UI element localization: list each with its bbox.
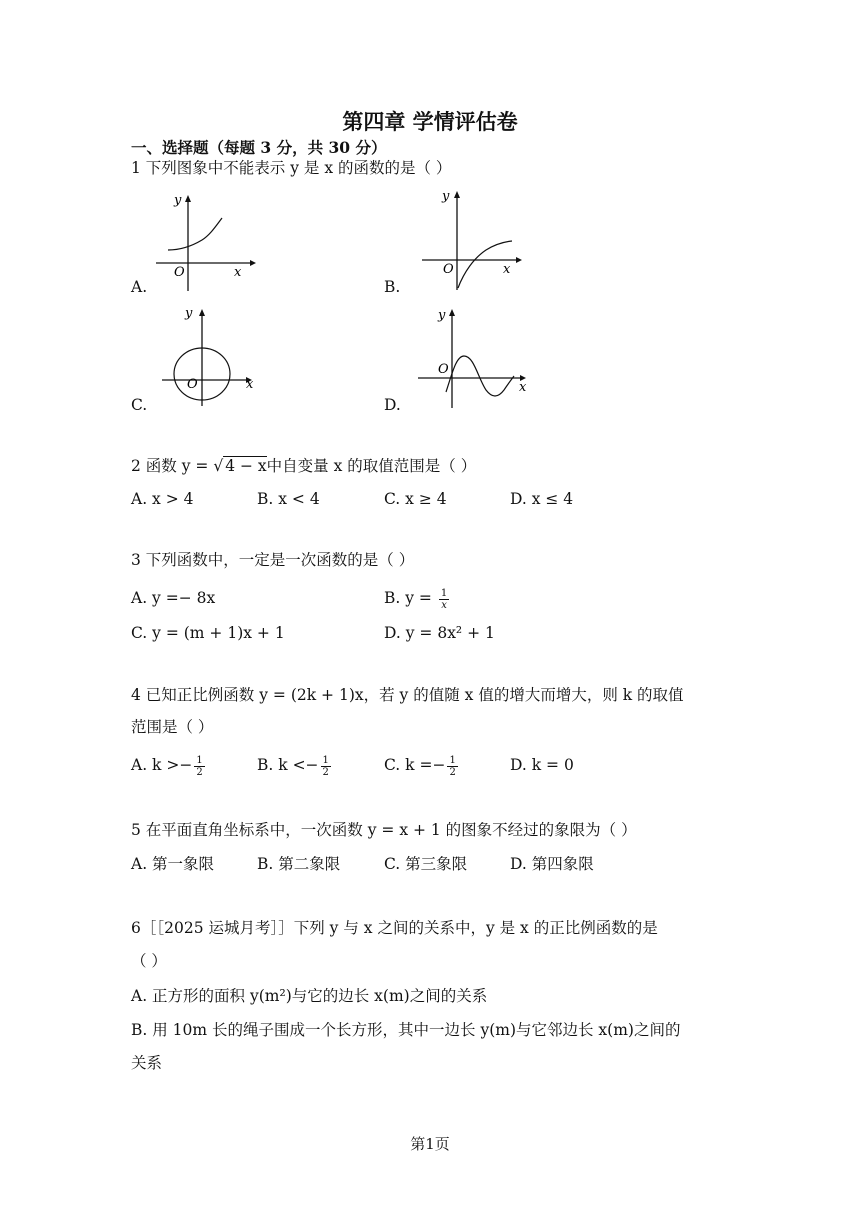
fraction-numerator: 1 xyxy=(440,587,448,599)
option-5b: B. 第二象限 xyxy=(257,855,341,873)
y-axis-arrow-icon xyxy=(449,309,455,316)
option-4b xyxy=(257,754,333,778)
graph-d-curve xyxy=(446,356,514,396)
option-2d: D. x ≤ 4 xyxy=(510,490,574,508)
question-3-stem: 3 下列函数中，一定是一次函数的是（ ） xyxy=(131,551,415,569)
option-3d: D. y = 8x² + 1 xyxy=(384,624,495,642)
question-1-stem: 1 下列图象中不能表示 y 是 x 的函数的是（ ） xyxy=(131,159,452,177)
option-2c: C. x ≥ 4 xyxy=(384,490,447,508)
graph-b xyxy=(418,184,528,294)
question-4-line1: 4 已知正比例函数 y = (2k + 1)x，若 y 的值随 x 值的增大而增大，则 k 的取值 xyxy=(131,686,684,704)
y-axis-label: y xyxy=(442,189,450,204)
option-4d: D. k = 0 xyxy=(510,756,574,774)
x-axis-label: x xyxy=(234,265,242,280)
option-5c: C. 第三象限 xyxy=(384,855,468,873)
option-2b: B. x < 4 xyxy=(257,490,320,508)
option-5a: A. 第一象限 xyxy=(131,855,215,873)
option-3b xyxy=(384,587,451,611)
y-axis-arrow-icon xyxy=(454,191,460,198)
fraction-numerator: 1 xyxy=(449,754,456,766)
question-4-line2: 范围是（ ） xyxy=(131,718,214,736)
option-4c xyxy=(384,754,460,778)
option-4b-pre: B. k <− xyxy=(257,756,319,774)
sqrt-sign: √ xyxy=(213,457,224,475)
fraction xyxy=(194,755,204,778)
y-axis-label: y xyxy=(174,193,182,208)
fraction-numerator: 1 xyxy=(196,754,203,766)
option-5d: D. 第四象限 xyxy=(510,855,594,873)
option-3c: C. y = (m + 1)x + 1 xyxy=(131,624,285,642)
option-4c-pre: C. k =− xyxy=(384,756,446,774)
x-axis-arrow-icon xyxy=(516,257,522,263)
x-axis-label: x xyxy=(519,380,527,395)
fraction-denominator: x xyxy=(441,599,447,611)
question-5-stem: 5 在平面直角坐标系中，一次函数 y = x + 1 的图象不经过的象限为（ ） xyxy=(131,821,637,839)
option-4a-pre: A. k >− xyxy=(131,756,193,774)
q2-stem-pre: 2 函数 y = xyxy=(131,457,214,475)
origin-label: O xyxy=(443,262,454,277)
y-axis-label: y xyxy=(438,308,446,323)
graph-c xyxy=(160,302,270,410)
option-1c: C. xyxy=(131,396,148,414)
option-2a: A. x > 4 xyxy=(131,490,194,508)
fraction xyxy=(447,755,457,778)
option-6b-line2: 关系 xyxy=(131,1054,163,1072)
option-6a: A. 正方形的面积 y(m²)与它的边长 x(m)之间的关系 xyxy=(131,987,488,1005)
option-6b-line1: B. 用 10m 长的绳子围成一个长方形，其中一边长 y(m)与它邻边长 x(m)之间的 xyxy=(131,1021,681,1039)
page-number: 第1页 xyxy=(410,1135,450,1153)
page-title: 第四章 学情评估卷 xyxy=(342,109,518,134)
graph-d xyxy=(416,302,534,412)
y-axis-label: y xyxy=(185,306,193,321)
origin-label: O xyxy=(187,377,198,392)
q2-radicand: 4 − x xyxy=(225,457,267,475)
y-axis-arrow-icon xyxy=(185,195,191,202)
q2-stem-post: 中自变量 x 的取值范围是（ ） xyxy=(266,457,477,475)
fraction xyxy=(439,588,449,611)
origin-label: O xyxy=(438,362,449,377)
fraction-denominator: 2 xyxy=(449,766,456,778)
fraction-denominator: 2 xyxy=(196,766,203,778)
option-3a: A. y =− 8x xyxy=(131,589,216,607)
option-1a: A. xyxy=(131,278,148,296)
question-2-stem xyxy=(131,455,476,477)
graph-a-curve xyxy=(168,218,222,250)
option-4a xyxy=(131,754,207,778)
option-3b-pre: B. y = xyxy=(384,589,437,607)
section-heading: 一、选择题（每题 3 分，共 30 分） xyxy=(131,138,387,157)
graph-a xyxy=(150,188,260,293)
question-6-line2: （ ） xyxy=(131,952,167,970)
x-axis-label: x xyxy=(246,377,254,392)
x-axis-arrow-icon xyxy=(250,260,256,266)
option-1d: D. xyxy=(384,396,401,414)
fraction-denominator: 2 xyxy=(322,766,329,778)
option-1b: B. xyxy=(384,278,401,296)
fraction xyxy=(321,755,331,778)
origin-label: O xyxy=(174,265,185,280)
fraction-numerator: 1 xyxy=(322,754,329,766)
y-axis-arrow-icon xyxy=(199,309,205,316)
question-6-line1: 6［［2025 运城月考］］下列 y 与 x 之间的关系中，y 是 x 的正比例函数的是 xyxy=(131,919,658,937)
x-axis-label: x xyxy=(503,262,511,277)
